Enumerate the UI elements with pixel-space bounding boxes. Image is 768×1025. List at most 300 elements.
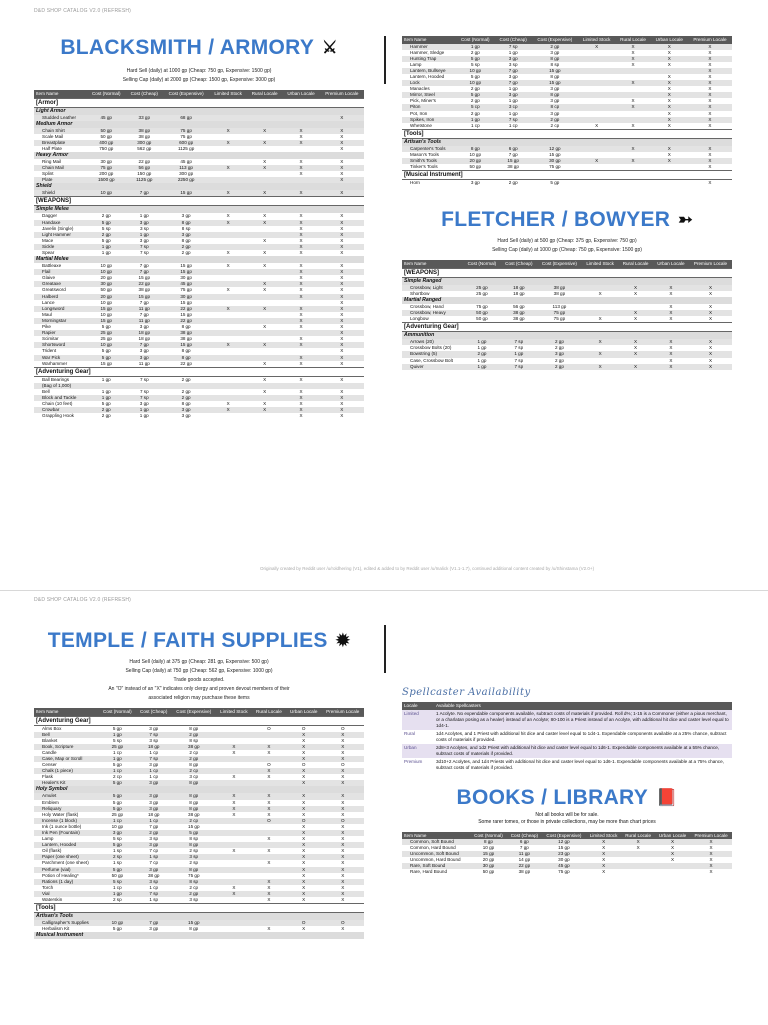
table-cell: X xyxy=(263,376,267,382)
table-cell xyxy=(216,725,252,732)
table-cell: 5 gp xyxy=(99,780,136,786)
table-cell: X xyxy=(320,269,364,275)
item-name-cell: Chain (10 feet) xyxy=(42,401,73,407)
table-cell: X xyxy=(653,285,689,291)
subsection-heading: Martial Melee xyxy=(34,256,364,263)
table-cell: X xyxy=(320,190,364,197)
section-heading-row xyxy=(34,98,364,107)
table-cell: X xyxy=(302,860,306,866)
credits-footer: Originally created by Reddit user /u/roldhering (V1), edited & added to by Reddit user /u/Inalick (V1.1-1.7), continued additional content created by /u/Shinstama (V2.0+) xyxy=(260,566,595,571)
table-cell: X xyxy=(602,845,606,851)
table-row xyxy=(402,316,732,323)
table-cell: X xyxy=(299,171,303,177)
table-cell: X xyxy=(708,357,713,363)
subsection-heading-row xyxy=(34,786,364,793)
table-cell: 1 gp xyxy=(101,376,111,382)
table-cell: 3 gp xyxy=(136,793,172,799)
section-heading-row xyxy=(34,197,364,206)
temple-clergy-note-2: associated religion may purchase these items xyxy=(148,695,250,701)
subsection-heading: Shield xyxy=(34,183,364,190)
table-cell: 10 gp xyxy=(456,68,495,74)
table-cell: 11 gp xyxy=(507,851,542,857)
table-cell: 2 gp xyxy=(181,376,191,382)
table-cell: 5 gp xyxy=(112,725,122,731)
item-name-cell: Crossbow, Hand xyxy=(410,303,444,309)
table-cell: 3 gp xyxy=(550,49,560,55)
item-name-cell: Lantern, Hooded xyxy=(34,842,99,848)
subsection-heading-row xyxy=(402,138,732,146)
table-cell: 400 gp xyxy=(87,140,126,146)
table-cell: 7 sp xyxy=(514,357,524,363)
table-cell: 2 gp xyxy=(172,732,216,738)
table-cell: X xyxy=(299,376,303,382)
table-cell: 3 gp xyxy=(139,324,149,330)
table-cell: O xyxy=(252,818,286,824)
section-heading: [WEAPONS] xyxy=(402,268,732,277)
table-cell: O xyxy=(322,920,364,926)
subsection-heading: Artisan's Tools xyxy=(402,138,732,146)
section-heading: [Musical Instrument] xyxy=(402,171,732,180)
table-cell: X xyxy=(322,744,364,750)
item-name-cell: Block and Tackle xyxy=(34,395,87,401)
table-cell: X xyxy=(340,311,344,317)
table-cell: X xyxy=(634,345,638,351)
table-cell: X xyxy=(709,869,713,875)
table-cell: X xyxy=(320,306,364,312)
item-name-cell: Mace xyxy=(42,237,54,243)
blacksmith-selling-cap: Selling Cap (daily) at 2000 gp (Cheap: 1500 gp, Expensive: 3000 gp) xyxy=(122,77,276,83)
subsection-heading: Heavy Armor xyxy=(34,152,364,159)
table-cell: X xyxy=(267,774,271,780)
table-cell: 3 cp xyxy=(189,774,199,780)
table-cell: 3 sp xyxy=(149,737,159,743)
table-cell: 2 gp xyxy=(508,180,518,186)
table-cell: X xyxy=(282,306,319,312)
table-cell: X xyxy=(655,851,690,857)
item-name-cell: Longbow xyxy=(410,316,429,322)
column-header: Cost (Expensive) xyxy=(532,36,578,44)
table-cell: 15 gp xyxy=(180,263,192,269)
column-header: Cost (Cheap) xyxy=(501,260,537,268)
table-cell: X xyxy=(299,324,303,330)
table-row xyxy=(34,725,364,732)
table-cell: 50 gp xyxy=(111,872,124,878)
table-cell: X xyxy=(631,98,635,104)
table-cell: 2250 gp xyxy=(163,177,209,183)
item-name-cell: Bell xyxy=(34,732,99,738)
item-name-cell: Ball Bearings xyxy=(42,376,70,382)
item-name-cell: Mason's Tools xyxy=(410,151,439,157)
table-cell: 7 sp xyxy=(501,339,537,345)
table-cell: X xyxy=(709,845,713,851)
table-cell: 8 gp xyxy=(470,839,507,845)
table-cell: X xyxy=(282,244,319,250)
table-cell: X xyxy=(286,830,322,836)
table-cell: 25 gp xyxy=(100,336,112,342)
table-cell: 3 gp xyxy=(163,232,209,238)
table-cell: X xyxy=(670,857,675,863)
table-cell: 5 gp xyxy=(101,401,111,407)
table-cell: X xyxy=(322,879,364,885)
table-cell: X xyxy=(708,345,713,351)
table-cell: X xyxy=(595,122,599,128)
table-cell: X xyxy=(708,290,713,296)
subsection-heading-row xyxy=(34,121,364,128)
temple-hard-sell: Hard Sell (daily) at 375 gp (Cheap: 281 gp, Expensive: 500 gp) xyxy=(129,659,269,665)
column-header: Limited Stock xyxy=(578,36,615,44)
table-cell: 38 gp xyxy=(163,330,209,336)
table-cell: X xyxy=(615,56,650,62)
table-cell: X xyxy=(341,860,345,866)
table-cell xyxy=(621,869,655,875)
table-cell: X xyxy=(302,749,306,755)
table-cell: X xyxy=(263,360,267,366)
table-cell: X xyxy=(688,146,732,152)
table-cell: 15 gp xyxy=(180,299,192,305)
books-note-1: Not all books will be for sale. xyxy=(535,811,599,818)
item-name-cell: Potion of Healing* xyxy=(42,872,79,878)
table-cell: 3 gp xyxy=(136,842,172,848)
table-cell: 7 sp xyxy=(501,364,537,370)
table-cell: X xyxy=(341,848,345,854)
table-cell: X xyxy=(320,407,364,413)
table-cell: 10 gp xyxy=(456,80,495,86)
table-cell: X xyxy=(299,275,303,281)
table-cell: X xyxy=(320,330,364,336)
item-name-cell: Rare, Hard Bound xyxy=(410,869,448,875)
table-cell: O xyxy=(301,762,306,768)
subsection-heading-row xyxy=(34,152,364,159)
table-cell: 5 gp xyxy=(101,324,111,330)
table-cell: 7 gp xyxy=(139,263,149,269)
table-cell: X xyxy=(299,388,303,394)
table-cell: X xyxy=(689,310,732,316)
item-name-cell: Amulet xyxy=(34,793,99,799)
table-cell: X xyxy=(341,897,345,903)
item-name-cell: Whetstone xyxy=(410,122,432,128)
table-cell: X xyxy=(282,140,319,146)
item-name-cell: Alms Box xyxy=(42,725,62,731)
table-cell: 1 gp xyxy=(87,244,126,250)
table-cell: X xyxy=(708,180,712,186)
table-cell: 5 gp xyxy=(101,237,111,243)
table-cell: 8 gp xyxy=(163,220,209,226)
item-name-cell: Smith's Tools xyxy=(402,158,456,164)
table-cell: X xyxy=(299,360,303,366)
table-cell: X xyxy=(299,263,303,269)
subsection-heading: Musical Instrument xyxy=(34,932,364,939)
table-cell: 15 gp xyxy=(100,360,112,366)
table-cell: 20 gp xyxy=(456,158,495,164)
table-cell xyxy=(247,413,282,419)
table-header xyxy=(34,708,364,716)
blacksmith-title-text: BLACKSMITH / ARMORY xyxy=(60,36,315,59)
blacksmith-table xyxy=(34,90,364,419)
table-cell xyxy=(578,164,615,171)
table-cell: X xyxy=(267,749,271,755)
table-cell: X xyxy=(320,395,364,401)
table-cell: 562 gp xyxy=(137,145,152,151)
item-name-cell: Case, Map or Scroll xyxy=(34,756,99,762)
bow-arrow-icon: ➳ xyxy=(678,210,693,230)
item-name-cell: Half Plate xyxy=(42,145,62,151)
item-name-cell: Shortsword xyxy=(34,342,87,348)
table-cell: 25 gp xyxy=(99,744,136,750)
table-cell: X xyxy=(252,891,286,897)
table-cell: 3 gp xyxy=(126,220,163,226)
table-cell: 8 gp xyxy=(181,324,191,330)
table-cell: 2 cp xyxy=(112,774,122,780)
table-cell: 75 gp xyxy=(163,128,209,134)
column-header: Rural Locale xyxy=(615,36,650,44)
subsection-heading-row xyxy=(34,932,364,939)
table-cell: X xyxy=(578,158,615,164)
table-cell: 5 sp xyxy=(99,879,136,885)
book-icon: 📕 xyxy=(656,787,678,807)
table-cell: 7 sp xyxy=(126,395,163,401)
table-cell: X xyxy=(286,891,322,897)
item-name-cell: Emblem xyxy=(42,799,59,805)
subsection-heading-row xyxy=(34,913,364,921)
table-cell: X xyxy=(286,793,322,799)
table-cell: 2 gp xyxy=(181,250,191,255)
item-name-cell: Battleaxe xyxy=(42,263,62,269)
table-cell: 50 gp xyxy=(100,133,112,139)
subsection-heading: Holy Symbol xyxy=(34,786,364,793)
table-cell: X xyxy=(634,290,638,296)
table-cell: 3 gp xyxy=(149,799,159,805)
item-name-cell: Uncommon, Hard Bound xyxy=(410,857,461,863)
table-cell: X xyxy=(340,225,344,231)
table-cell: 22 gp xyxy=(507,863,542,869)
column-header: Cost (Cheap) xyxy=(507,832,542,840)
table-cell: 1 gp xyxy=(87,395,126,401)
table-row xyxy=(402,364,732,370)
item-name-cell: Crossbow, Light xyxy=(402,285,463,291)
table-cell: X xyxy=(320,115,364,121)
table-cell: X xyxy=(299,250,303,255)
table-cell: 38 gp xyxy=(518,869,531,875)
table-cell: 1 gp xyxy=(508,86,518,92)
table-cell: X xyxy=(232,799,236,805)
item-name-cell: Sickle xyxy=(34,244,87,250)
table-cell: X xyxy=(669,345,673,351)
table-cell: 3 gp xyxy=(149,926,159,932)
table-cell: X xyxy=(263,250,267,255)
table-cell: X xyxy=(302,884,306,890)
table-cell: 22 gp xyxy=(138,158,151,164)
column-header: Urban Locale xyxy=(651,36,688,44)
table-cell: 20 gp xyxy=(482,857,495,863)
table-cell: X xyxy=(340,263,344,269)
table-cell: X xyxy=(247,190,282,197)
item-name-cell: Book, Scripture xyxy=(34,744,99,750)
table-cell: X xyxy=(216,806,252,812)
temple-trade-note: Trade goods accepted. xyxy=(173,677,225,683)
table-cell: 3 gp xyxy=(136,806,172,812)
table-cell: X xyxy=(320,140,364,146)
catalog-page-1 xyxy=(0,0,768,512)
item-name-cell: Ink Pen (Fountain) xyxy=(34,830,99,836)
table-cell: 1 cp xyxy=(99,818,136,824)
table-cell: 8 gp xyxy=(172,842,216,848)
table-cell: 5 gp xyxy=(99,793,136,799)
table-cell: X xyxy=(667,98,671,104)
subsection-heading: Simple Ranged xyxy=(402,277,732,285)
table-cell: 38 gp xyxy=(501,310,537,316)
table-cell: 1 sp xyxy=(149,897,159,903)
section-heading-row xyxy=(402,268,732,277)
column-header: Limited Stock xyxy=(209,90,247,98)
table-cell: X xyxy=(341,836,345,842)
table-cell: X xyxy=(263,388,267,394)
table-cell xyxy=(209,376,247,383)
table-cell: X xyxy=(302,897,306,903)
table-header xyxy=(402,36,732,44)
column-divider xyxy=(384,625,386,673)
table-cell: X xyxy=(322,768,364,774)
table-cell: X xyxy=(286,780,322,786)
table-cell: X xyxy=(598,290,602,296)
table-cell: X xyxy=(598,316,602,322)
table-cell: 50 gp xyxy=(469,164,482,170)
table-cell: O xyxy=(267,725,271,731)
table-cell: 12 gp xyxy=(542,839,586,845)
table-cell: X xyxy=(263,401,267,407)
table-cell: X xyxy=(232,848,236,854)
table-cell: 6 gp xyxy=(495,146,532,152)
table-row xyxy=(402,744,732,758)
table-cell: X xyxy=(282,294,319,300)
table-cell: 2 gp xyxy=(463,351,501,357)
table-cell: 15 gp xyxy=(180,311,192,317)
table-cell: 11 gp xyxy=(126,306,163,312)
blacksmith-section xyxy=(34,36,364,419)
item-name-cell: Healer's Kit xyxy=(34,780,99,786)
table-cell: 1 gp xyxy=(139,213,149,219)
table-cell: X xyxy=(322,830,364,836)
table-cell: 10 gp xyxy=(482,845,495,851)
table-cell: X xyxy=(341,884,345,890)
table-cell: 10 gp xyxy=(87,342,126,348)
item-name-cell: War Pick xyxy=(34,355,87,361)
item-name-cell: Oil (flask) xyxy=(42,848,62,854)
table-cell: X xyxy=(267,897,271,903)
table-cell: 2 gp xyxy=(532,44,578,50)
table-cell: X xyxy=(282,190,319,197)
section-heading: [Tools] xyxy=(34,904,364,913)
table-cell: X xyxy=(670,845,675,851)
table-cell: X xyxy=(226,401,230,407)
blacksmith-title xyxy=(34,36,364,60)
table-cell: 75 gp xyxy=(549,164,561,170)
table-cell: X xyxy=(655,839,690,845)
table-cell: 15 gp xyxy=(172,920,216,926)
table-cell: X xyxy=(618,310,652,316)
item-name-cell: Rations (1 day) xyxy=(34,879,99,885)
books-table xyxy=(402,832,732,876)
table-cell: X xyxy=(651,104,688,110)
column-header: Cost (Cheap) xyxy=(495,36,532,44)
item-name-cell: Chain Mail xyxy=(34,165,87,171)
table-cell: 10 gp xyxy=(111,823,124,829)
section-heading-row xyxy=(34,367,364,376)
table-cell: 1125 gp xyxy=(126,177,163,183)
catalog-page-2 xyxy=(0,590,768,1025)
table-row xyxy=(402,758,732,772)
table-cell: X xyxy=(688,44,732,50)
item-name-cell: Flask xyxy=(42,774,53,780)
table-cell xyxy=(651,180,688,187)
table-cell: X xyxy=(322,780,364,786)
item-name-cell: Breastplate xyxy=(34,140,87,146)
table-cell: X xyxy=(615,80,650,86)
table-cell: 75 gp xyxy=(180,287,192,293)
table-cell: 7 sp xyxy=(136,891,172,897)
table-cell: 45 gp xyxy=(163,281,209,287)
table-cell: X xyxy=(209,407,247,413)
table-cell: X xyxy=(302,737,306,743)
table-cell: X xyxy=(209,190,247,197)
table-cell: X xyxy=(286,756,322,762)
table-cell: X xyxy=(247,306,282,312)
locale-header: Locale xyxy=(402,702,434,710)
table-cell: 1 sp xyxy=(112,860,122,866)
table-cell: 150 gp xyxy=(137,171,152,177)
gear-continued-section xyxy=(402,36,732,370)
fletcher-hard-sell: Hard Sell (daily) at 500 gp (Cheap: 375 gp, Expensive: 750 gp) xyxy=(497,238,637,245)
table-cell: X xyxy=(615,44,650,50)
table-cell: 2 gp xyxy=(537,339,582,345)
item-name-cell: Torch xyxy=(42,884,54,890)
table-cell: X xyxy=(341,872,345,878)
item-name-cell: Censer xyxy=(42,762,57,768)
table-cell: 5 sp xyxy=(101,225,111,231)
table-cell xyxy=(615,180,650,187)
item-name-cell: Crossbow Bolts (20) xyxy=(410,345,452,351)
table-cell: X xyxy=(226,263,230,269)
item-name-cell: Lantern, Hooded xyxy=(410,73,445,79)
table-cell: 3 gp xyxy=(470,180,480,186)
table-cell: X xyxy=(263,324,267,330)
table-cell: 3 gp xyxy=(139,348,149,354)
table-cell: X xyxy=(299,213,303,219)
table-cell: X xyxy=(578,44,615,50)
table-cell: 3 gp xyxy=(136,867,172,873)
table-cell: O xyxy=(340,762,345,768)
temple-title-text: TEMPLE / FAITH SUPPLIES xyxy=(47,629,328,652)
table-cell: 18 gp xyxy=(501,285,537,291)
table-cell: X xyxy=(247,342,282,348)
subsection-heading-row xyxy=(34,256,364,263)
table-cell: X xyxy=(708,49,712,55)
table-cell: 15 gp xyxy=(126,294,163,300)
table-cell: 3 gp xyxy=(181,413,191,419)
section-heading: [Adventuring Gear] xyxy=(402,323,732,332)
locale-cell: Rural xyxy=(404,730,415,736)
item-name-cell: Crossbow, Heavy xyxy=(402,310,463,316)
item-name-cell: Pick, Miner's xyxy=(410,98,436,104)
spellcaster-cell: 1 Acolyte. No expendable components available, subtract costs of materials if provided. Roll d%; 1-15 is a Commoner (either a pious merchant, or a charlatan posing as a healer) instead of an Acolyte; 80-100 is a Priest instead of an Acolyte, with additional hit dice and caster level equal to 1d4-1. xyxy=(434,710,732,730)
table-cell: 75 gp xyxy=(180,133,192,139)
table-header xyxy=(34,90,364,98)
table-cell: X xyxy=(216,744,252,750)
books-note-2: Some rarer tomes, or those in private collections, may be more than chart prices xyxy=(478,818,656,825)
table-cell: X xyxy=(302,872,306,878)
table-cell: X xyxy=(651,56,688,62)
table-cell: X xyxy=(341,823,345,829)
table-cell: 600 gp xyxy=(163,140,209,146)
